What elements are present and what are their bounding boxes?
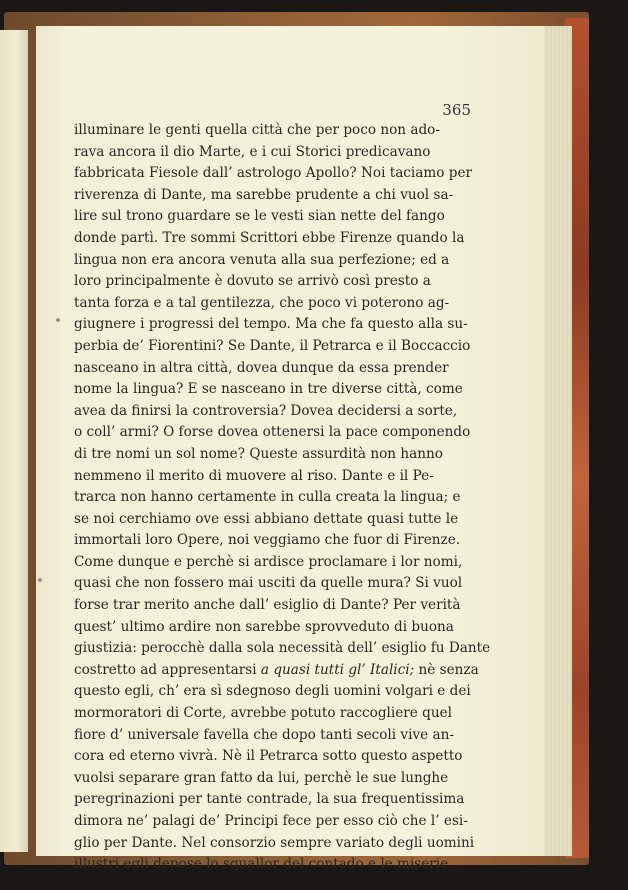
text-line: illuminare le genti quella città che per poco non ado- — [74, 122, 440, 138]
text-line: di tre nomi un sol nome? Queste assurdità non hanno — [74, 445, 443, 462]
left-page-edge — [0, 30, 28, 852]
text-line: dimora ne’ palagi de’ Principi fece per esso ciò che l’ esi- — [74, 813, 468, 829]
text-line: rava ancora il dio Marte, e i cui Storici predicavano — [74, 143, 431, 160]
text-line: riverenza di Dante, ma sarebbe prudente a chi vuol sa- — [74, 186, 454, 203]
text-line: se noi cerchiamo ove essi abbiano dettate quasi tutte le — [74, 510, 459, 527]
text-line: mormoratori di Corte, avrebbe potuto raccogliere quel — [74, 705, 453, 722]
text-line: forse trar merito anche dall’ esiglio di Dante? Per verità — [74, 597, 461, 614]
text-line: Come dunque e perchè si ardisce proclamare i lor nomi, — [74, 553, 463, 570]
text-line: donde partì. Tre sommi Scrittori ebbe Firenze quando la — [74, 229, 465, 246]
text-line: tanta forza e a tal gentilezza, che poco vi poterono ag- — [74, 294, 450, 311]
text-line: peregrinazioni per tante contrade, la sua frequentissima — [74, 791, 465, 808]
text-line: quest’ ultimo ardire non sarebbe sprovveduto di buona — [74, 618, 454, 635]
text-fragment: costretto ad appresentarsi — [74, 661, 257, 678]
text-line: fabbricata Fiesole dall’ astrologo Apollo? Noi taciamo per — [74, 165, 473, 182]
text-line: nemmeno il merito di muovere al riso. Dante e il Pe- — [74, 467, 434, 484]
text-line: vuolsi separare gran fatto da lui, perchè le sue lunghe — [74, 769, 449, 786]
text-line: fiore d’ universale favella che dopo tanti secoli vive an- — [74, 726, 454, 743]
text-line-italic — [74, 660, 479, 682]
text-line: trarca non hanno certamente in culla creata la lingua; e — [74, 489, 461, 506]
text-fragment: nè senza — [414, 661, 479, 678]
text-line: lingua non era ancora venuta alla sua perfezione; ed a — [74, 251, 450, 268]
text-line: illustri egli depose lo squallor del contado e le miserie — [74, 856, 449, 873]
book-page — [36, 26, 544, 873]
text-line: avea da finirsi la controversia? Dovea decidersi a sorte, — [74, 402, 458, 419]
text-line: giugnere i progressi del tempo. Ma che fa questo alla su- — [74, 316, 468, 333]
text-line: giustizia: perocchè dalla sola necessità dell’ esiglio fu Dante — [74, 640, 491, 657]
text-line: cora ed eterno vivrà. Nè il Petrarca sotto questo aspetto — [74, 748, 463, 765]
text-line: quasi che non fossero mai usciti da quelle mura? Si vuol — [74, 575, 463, 592]
text-line: o coll’ armi? O forse dovea ottenersi la pace componendo — [74, 424, 471, 441]
page-number: 365 — [442, 101, 471, 119]
text-line: nasceano in altra città, dovea dunque da essa prender — [74, 359, 449, 376]
text-line: loro principalmente è dovuto se arrivò così presto a — [74, 273, 431, 290]
paper-speck — [56, 318, 60, 322]
text-line: nome la lingua? E se nasceano in tre diverse città, come — [74, 381, 463, 398]
text-line: questo egli, ch’ era sì sdegnoso degli uomini volgari e dei — [74, 683, 471, 700]
page-stack-edge — [540, 26, 572, 856]
italic-phrase: a quasi tutti gl’ Italici; — [260, 661, 415, 678]
text-line: immortali loro Opere, noi veggiamo che fuor di Firenze. — [74, 532, 461, 549]
paper-speck — [38, 578, 42, 582]
body-text — [74, 120, 491, 876]
text-line: perbia de’ Fiorentini? Se Dante, il Petrarca e il Boccaccio — [74, 337, 471, 354]
text-line: glio per Dante. Nel consorzio sempre variato degli uomini — [74, 834, 475, 851]
text-line: lire sul trono guardare se le vesti sian nette del fango — [74, 208, 445, 225]
